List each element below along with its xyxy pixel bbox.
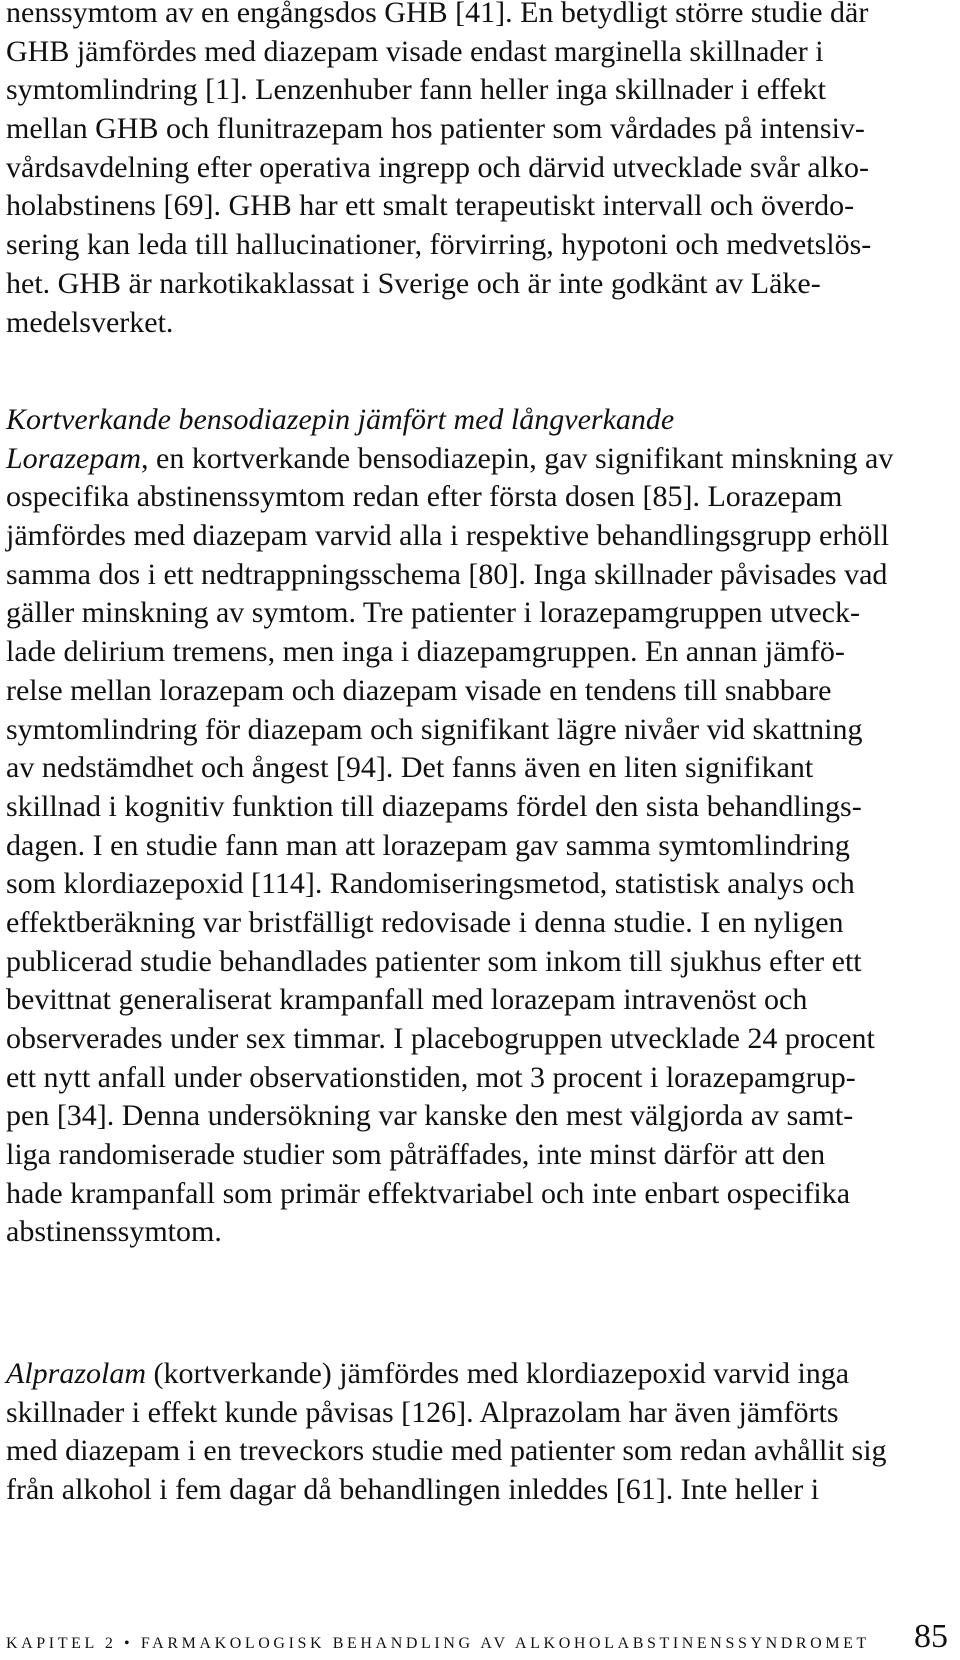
text-line: skillnad i kognitiv funktion till diazepams fördel den sista behandlings- xyxy=(6,789,862,823)
text-line: holabstinens [69]. GHB har ett smalt terapeutiskt intervall och överdo- xyxy=(6,189,855,223)
text-line: liga randomiserade studier som påträffades, inte minst därför att den xyxy=(6,1138,826,1172)
drug-name-alprazolam: Alprazolam xyxy=(6,1357,147,1390)
paragraph-ghb xyxy=(6,0,946,342)
text-line: gäller minskning av symtom. Tre patienter i lorazepamgruppen utveck- xyxy=(6,596,860,630)
text-line: relse mellan lorazepam och diazepam visade en tendens till snabbare xyxy=(6,673,832,707)
text-line: bevittnat generaliserat krampanfall med lorazepam intravenöst och xyxy=(6,983,808,1017)
text-line: vårdsavdelning efter operativa ingrepp och därvid utvecklade svår alko- xyxy=(6,150,869,184)
text-line: nenssymtom av en engångsdos GHB [41]. En betydligt större studie där xyxy=(6,0,869,29)
text-line: symtomlindring för diazepam och signifikant lägre nivåer vid skattning xyxy=(6,712,863,746)
paragraph-alprazolam xyxy=(6,1355,946,1510)
text-line: dagen. I en studie fann man att lorazepam gav samma symtomlindring xyxy=(6,828,850,862)
text-line: med diazepam i en treveckors studie med patienter som redan avhållit sig xyxy=(6,1434,887,1468)
running-footer-chapter: KAPITEL 2 • FARMAKOLOGISK BEHANDLING AV ALKOHOLABSTINENSSYNDROMET xyxy=(6,1635,870,1652)
text-line: sering kan leda till hallucinationer, förvirring, hypotoni och medvetslös- xyxy=(6,228,872,262)
text-line: abstinenssymtom. xyxy=(6,1215,222,1249)
text-line: publicerad studie behandlades patienter som inkom till sjukhus efter ett xyxy=(6,944,862,978)
text-line: GHB jämfördes med diazepam visade endast marginella skillnader i xyxy=(6,34,824,68)
page-number: 85 xyxy=(914,1618,948,1655)
paragraph-lorazepam xyxy=(6,401,946,1252)
text-line xyxy=(6,1355,946,1394)
text-line: jämfördes med diazepam varvid alla i respektive behandlingsgrupp erhöll xyxy=(6,519,890,553)
section-heading: Kortverkande bensodiazepin jämfört med långverkande xyxy=(6,403,675,436)
text-line: hade krampanfall som primär effektvariabel och inte enbart ospecifika xyxy=(6,1176,851,1210)
text-line: ett nytt anfall under observationstiden, mot 3 procent i lorazepamgrup- xyxy=(6,1060,856,1094)
text-line: pen [34]. Denna undersökning var kanske den mest välgjorda av samt- xyxy=(6,1099,854,1133)
text-line: medelsverket. xyxy=(6,305,174,339)
text-line: observerades under sex timmar. I placebogruppen utvecklade 24 procent xyxy=(6,1022,875,1055)
text-line: ospecifika abstinenssymtom redan efter första dosen [85]. Lorazepam xyxy=(6,480,843,514)
text-line: av nedstämdhet och ångest [94]. Det fanns även en liten signifikant xyxy=(6,751,814,785)
text-line: mellan GHB och flunitrazepam hos patienter som vårdades på intensiv- xyxy=(6,112,865,146)
text-line: het. GHB är narkotikaklassat i Sverige och är inte godkänt av Läke- xyxy=(6,266,821,300)
text-line: som klordiazepoxid [114]. Randomiseringsmetod, statistisk analys och xyxy=(6,867,855,901)
text-line: skillnader i effekt kunde påvisas [126]. Alprazolam har även jämförts xyxy=(6,1395,839,1429)
text-line: effektberäkning var bristfälligt redovisade i denna studie. I en nyligen xyxy=(6,905,844,939)
text-line: från alkohol i fem dagar då behandlingen inleddes [61]. Inte heller i xyxy=(6,1473,820,1507)
text-line-rest: (kortverkande) jämfördes med klordiazepoxid varvid inga xyxy=(146,1357,850,1390)
drug-name-lorazepam: Lorazepam xyxy=(6,441,142,475)
page-footer xyxy=(6,1618,948,1658)
text-line xyxy=(6,440,946,479)
text-line: samma dos i ett nedtrappningsschema [80]. Inga skillnader påvisades vad xyxy=(6,557,888,591)
text-line: symtomlindring [1]. Lenzenhuber fann heller inga skillnader i effekt xyxy=(6,73,827,107)
text-line: lade delirium tremens, men inga i diazepamgruppen. En annan jämfö- xyxy=(6,635,845,669)
text-line-rest: , en kortverkande bensodiazepin, gav signifikant minskning av xyxy=(141,441,894,475)
